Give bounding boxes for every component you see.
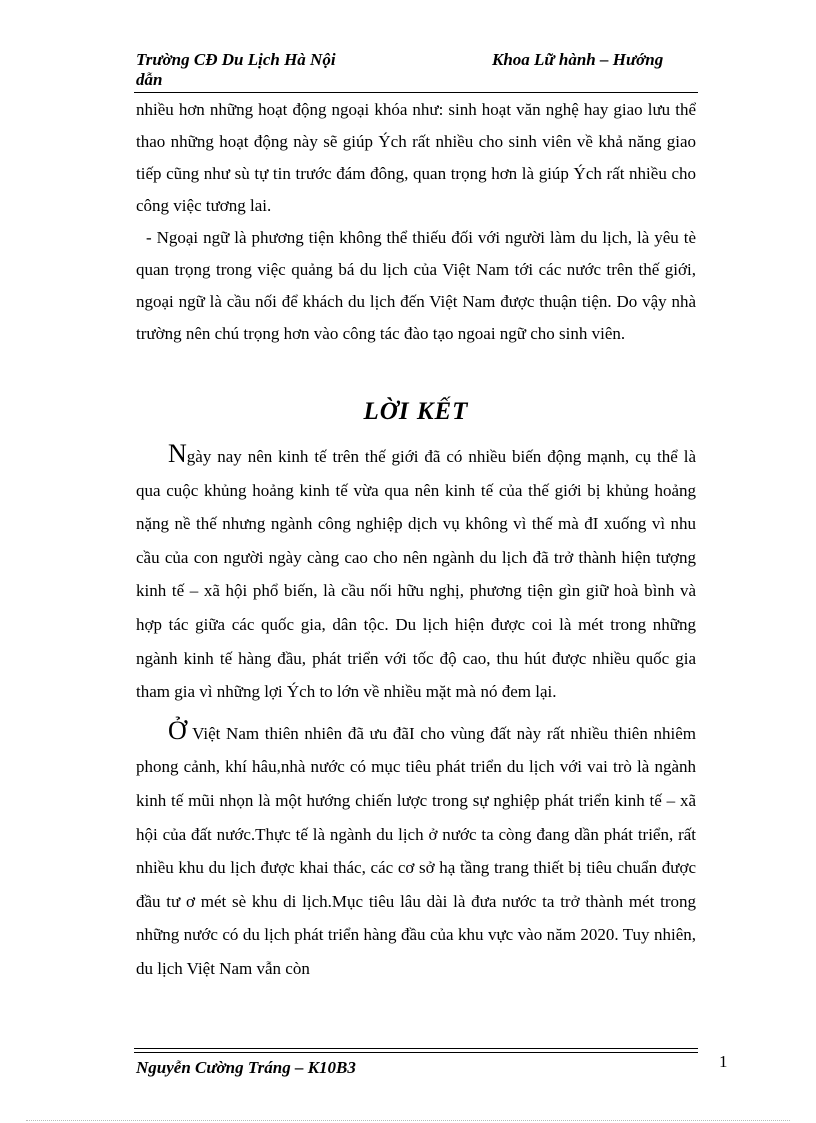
- page-header: [136, 50, 696, 96]
- drop-cap-o: Ở: [168, 715, 187, 745]
- document-body: [136, 96, 696, 986]
- paragraph-3: [136, 440, 696, 709]
- header-wrap: dẫn: [136, 70, 163, 89]
- section-title: LỜI KẾT: [363, 398, 469, 425]
- paragraph-2: - Ngoại ngữ là phương tiện không thể thiếu đối với người làm du lịch, là yêu tè quan trọng trong việc quảng bá du lịch của Việt Nam tới các nước trên thế giới, ngoại ngữ là cầu nối để khách du lịch đến Việt Nam được thuận tiện. Do vậy nhà trường nên chú trọng hơn vào công tác đào tạo ngoai ngữ cho sinh viên.: [136, 228, 696, 343]
- footer-author: Nguyễn Cường Tráng – K10B3: [136, 1058, 356, 1077]
- page-number: 1: [719, 1052, 728, 1071]
- paragraph-3-text: gày nay nên kinh tế trên thế giới đã có nhiều biến động mạnh, cụ thể là qua cuộc khủng hoảng kinh tế vừa qua nên kinh tế của thế giới bị khủng hoảng nặng nề thế nhưng ngành công nghiệp dịch vụ không vì thế mà đI xuống vì nhu cầu của con người ngày càng cao cho nên ngành du lịch đã trở thành hiện tượng kinh tế – xã hội phổ biến, là cầu nối hữu nghị, phương tiện gìn giữ hoà bình và hợp tác giữa các quốc gia, dân tộc. Du lịch hiện được coi là mét trong những ngành kinh tế hàng đầu, phát triển với tốc độ cao, thu hút được nhiều quốc gia tham gia vì những lợi Ých to lớn về nhiều mặt mà nó đem lại.: [136, 447, 696, 702]
- drop-cap-n: N: [168, 439, 187, 468]
- header-divider: [134, 92, 698, 93]
- footer-divider-top: [134, 1048, 698, 1049]
- header-faculty: Khoa Lữ hành – Hướng: [492, 50, 664, 69]
- footer-divider-bottom: [134, 1052, 698, 1053]
- header-school-name: Trường CĐ Du Lịch Hà Nội: [136, 50, 336, 69]
- paragraph-4-text: Việt Nam thiên nhiên đã ưu đãI cho vùng đất này rất nhiều thiên nhiêm phong cảnh, khí hâu,nhà nước có mục tiêu phát triển du lịch với vai trò là ngành kinh tế mũi nhọn là một hướng chiến lược trong sự nghiệp phát triển kinh tế – xã hội của đất nước.Thực tế là ngành du lịch ở nước ta còng đang dần phát triển, rất nhiều khu du lịch được khai thác, các cơ sở hạ tầng trang thiết bị tiêu chuẩn được đầu tư ơ mét sè khu di lịch.Mục tiêu lâu dài là đưa nước ta trở thành mét trong những nước có du lịch phát triển hàng đầu của khu vực vào năm 2020. Tuy nhiên, du lịch Việt Nam vẫn còn: [136, 723, 696, 978]
- header-school: [136, 50, 376, 70]
- paragraph-1: nhiều hơn những hoạt động ngoại khóa như: sinh hoạt văn nghệ hay giao lưu thể thao những hoạt động này sẽ giúp Ých rất nhiều cho sinh viên về khả năng giao tiếp cũng như sù tự tin trước đám đông, quan trọng hơn là giúp Ých rất nhiều cho công việc tương lai.: [136, 100, 696, 215]
- paragraph-4: [136, 717, 696, 986]
- page-edge: [26, 1120, 790, 1121]
